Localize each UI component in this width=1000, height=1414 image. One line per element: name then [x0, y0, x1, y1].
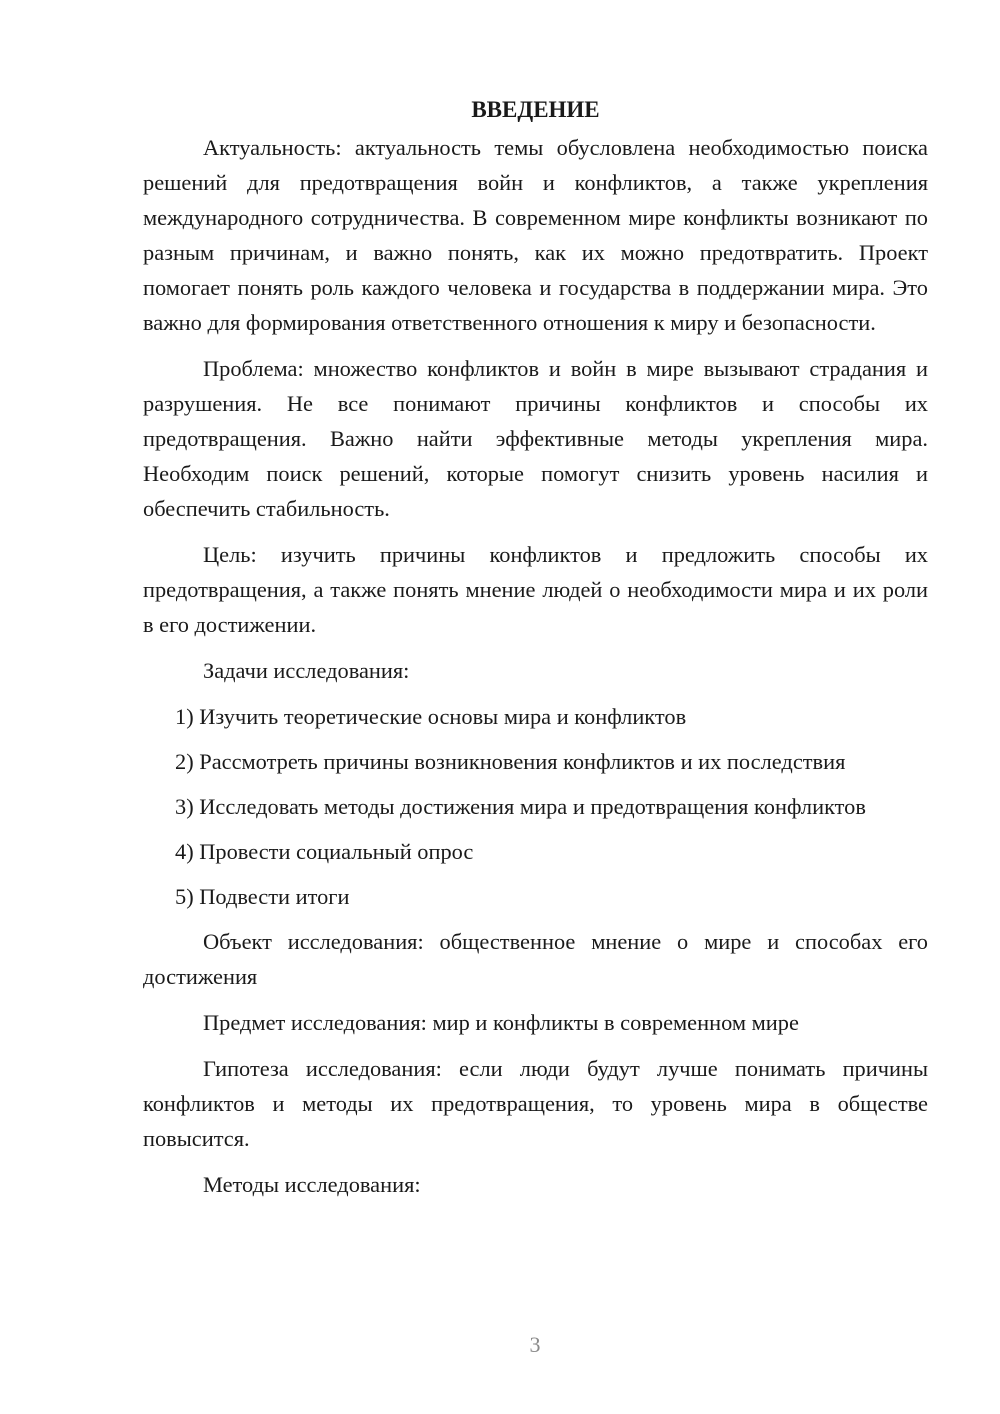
task-item: 4) Провести социальный опрос	[175, 839, 474, 864]
task-item: 1) Изучить теоретические основы мира и конфликтов	[175, 704, 687, 729]
document-page	[143, 90, 928, 1213]
tasks-heading: Задачи исследования:	[203, 658, 410, 683]
task-item: 3) Исследовать методы достижения мира и предотвращения конфликтов	[175, 794, 866, 819]
task-item: 5) Подвести итоги	[175, 884, 350, 909]
relevance-paragraph: Актуальность: актуальность темы обусловлена необходимостью поиска решений для предотвращения войн и конфликтов, а также укрепления международного сотрудничества. В современном мире конфликты возникают по разным причинам, и важно понять, как их можно предотвратить. Проект помогает понять роль каждого человека и государства в поддержании мира. Это важно для формирования ответственного отношения к миру и безопасности.	[143, 135, 928, 335]
section-title: ВВЕДЕНИЕ	[471, 97, 600, 122]
methods-heading: Методы исследования:	[203, 1172, 421, 1197]
page-number: 3	[529, 1332, 541, 1357]
goal-paragraph: Цель: изучить причины конфликтов и предложить способы их предотвращения, а также понять мнение людей о необходимости мира и их роли в его достижении.	[143, 542, 928, 637]
object-paragraph: Объект исследования: общественное мнение о мире и способах его достижения	[143, 929, 928, 989]
problem-paragraph: Проблема: множество конфликтов и войн в мире вызывают страдания и разрушения. Не все понимают причины конфликтов и способы их предотвращения. Важно найти эффективные методы укрепления мира. Необходим поиск решений, которые помогут снизить уровень насилия и обеспечить стабильность.	[143, 356, 928, 521]
subject-paragraph: Предмет исследования: мир и конфликты в современном мире	[203, 1010, 799, 1035]
hypothesis-paragraph: Гипотеза исследования: если люди будут лучше понимать причины конфликтов и методы их предотвращения, то уровень мира в обществе повысится.	[143, 1056, 928, 1151]
task-item: 2) Рассмотреть причины возникновения конфликтов и их последствия	[175, 749, 846, 774]
